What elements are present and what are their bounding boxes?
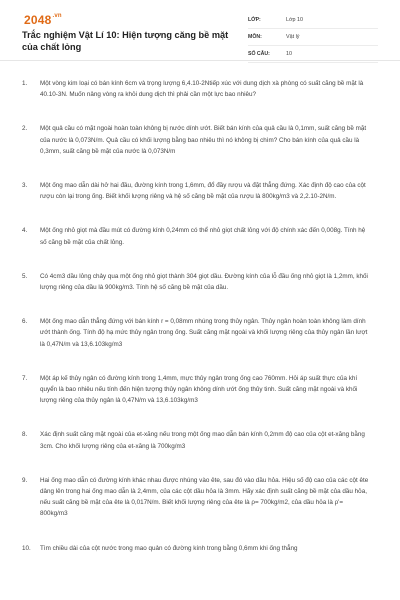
logo-suffix: .vn	[52, 13, 62, 19]
meta-table	[248, 12, 378, 63]
question-text: Hai ống mao dẫn có đường kính khác nhau được nhúng vào ête, sau đó vào dầu hỏa. Hiệu số độ cao của các cột ête dâng lên trong hai ống mao dẫn là 2,4mm, của các cột dầu hỏa là 3mm. Hãy xác định suất căng bề mặt của dầu hỏa, nếu suất căng bề mặt của ête là 0,017N/m. Biết khối lượng riêng của ête là ρ= 700kg/m2, của dầu hỏa là ρ'= 800kg/m3	[40, 476, 369, 518]
question-text: Xác định suất căng mặt ngoài của et-xăng nếu trong một ống mao dẫn bán kính 0,2mm độ cao của cột et-xăng bằng 3cm. Cho khối lượng riêng của et-xăng là 700kg/m3	[40, 431, 365, 450]
question-number: 7.	[22, 374, 28, 382]
site-logo[interactable]	[24, 13, 62, 27]
meta-label: LỚP:	[248, 17, 261, 23]
question-number: 1.	[22, 80, 28, 87]
page-title: Trắc nghiệm Vật Lí 10: Hiện tượng căng bề mặt của chất lỏng	[22, 30, 229, 52]
question-number: 6.	[22, 318, 28, 326]
header	[0, 0, 400, 61]
question-list	[0, 78, 400, 554]
logo-text: 2048	[24, 13, 52, 27]
question-text: Một ống nhỏ giọt mà đầu mút có đường kính 0,24mm có thể nhỏ giọt chất lỏng với độ chính xác đến 0,008g. Tính hệ số căng bề mặt của chất lỏng.	[40, 227, 366, 246]
question-item	[22, 180, 372, 202]
meta-row-count	[248, 46, 378, 63]
question-text: Một ống mao dẫn thẳng đứng với bán kính r = 0,08mm nhúng trong thủy ngân. Thủy ngân hoàn toàn không làm dính ướt thành ống. Tính độ hạ mức thủy ngân trong ống. Suất căng mặt ngoài và khối lượng riêng của thủy ngân lần lượt là 0,47N/m và 13,6.103kg/m3	[40, 318, 368, 348]
question-item	[22, 78, 372, 100]
question-text: Một áp kế thủy ngân có đường kính trong 1,4mm, mực thủy ngân trong ống cao 760mm. Hỏi áp suất thực của khí quyển là bao nhiêu nếu tính đến hiện tượng thủy ngân không dính ướt ống thủy tinh. Suất căng mặt ngoài và khối lượng riêng của thủy ngân là 0,47N/m và 13,6.103kg/m3	[40, 374, 358, 405]
question-number: 2.	[22, 125, 28, 133]
meta-row-class	[248, 12, 378, 29]
question-number: 8.	[22, 431, 28, 439]
question-text: Tìm chiều dài của cột nước trong mao quản có đường kính trong bằng 0,6mm khi ống thẳng	[40, 544, 298, 552]
question-text: Một quả cầu có mặt ngoài hoàn toàn không bị nước dính ướt. Biết bán kính của quả cầu là 0,1mm, suất căng bề mặt của nước là 0,073N/m. Quả cầu có khối lượng bằng bao nhiêu thì nó không bị chìm? Cho bán kính của quả cầu là 0,3mm, suất căng bề mặt của nước là 0,073N/m	[40, 125, 367, 155]
question-item	[22, 271, 372, 293]
question-number: 9.	[22, 476, 28, 484]
question-number: 4.	[22, 227, 28, 235]
question-text: Một vòng kim loại có bán kính 6cm và trọng lượng 6,4.10-2Ntiếp xúc với dung dịch xà phòng có suất căng bề mặt là 40.10-3N. Muốn nâng vòng ra khỏi dung dịch thì phải cần một lực bao nhiêu?	[40, 80, 364, 99]
meta-label: SỐ CÂU:	[248, 51, 270, 57]
question-number: 3.	[22, 182, 28, 190]
meta-value: 10	[286, 51, 292, 57]
meta-value: Vật lý	[286, 34, 300, 40]
question-item	[22, 225, 372, 247]
meta-row-subject	[248, 29, 378, 46]
question-number: 5.	[22, 272, 28, 280]
question-item	[22, 475, 372, 520]
question-item	[22, 543, 372, 554]
question-number: 10.	[22, 544, 31, 552]
question-item	[22, 373, 372, 407]
question-text: Có 4cm3 dầu lỏng chảy qua một ống nhỏ giọt thành 304 giọt dầu. Đường kính của lỗ đầu ống nhỏ giọt là 1,2mm, khối lượng riêng của dầu là 900kg/m3. Tính hệ số căng bề mặt của dầu.	[40, 272, 368, 292]
question-item	[22, 123, 372, 157]
question-item	[22, 429, 372, 451]
question-item	[22, 316, 372, 350]
question-text: Một ống mao dẫn dài hở hai đầu, đường kính trong 1,6mm, đổ đầy rượu và đặt thẳng đứng. Xác định độ cao của cột rượu còn lại trong ống. Biết khối lượng riêng và hệ số căng bề mặt của rượu là 800kg/m3 và 2,2.10-2N/m.	[40, 182, 366, 201]
meta-value: Lớp 10	[286, 17, 304, 23]
meta-label: MÔN:	[248, 34, 262, 40]
